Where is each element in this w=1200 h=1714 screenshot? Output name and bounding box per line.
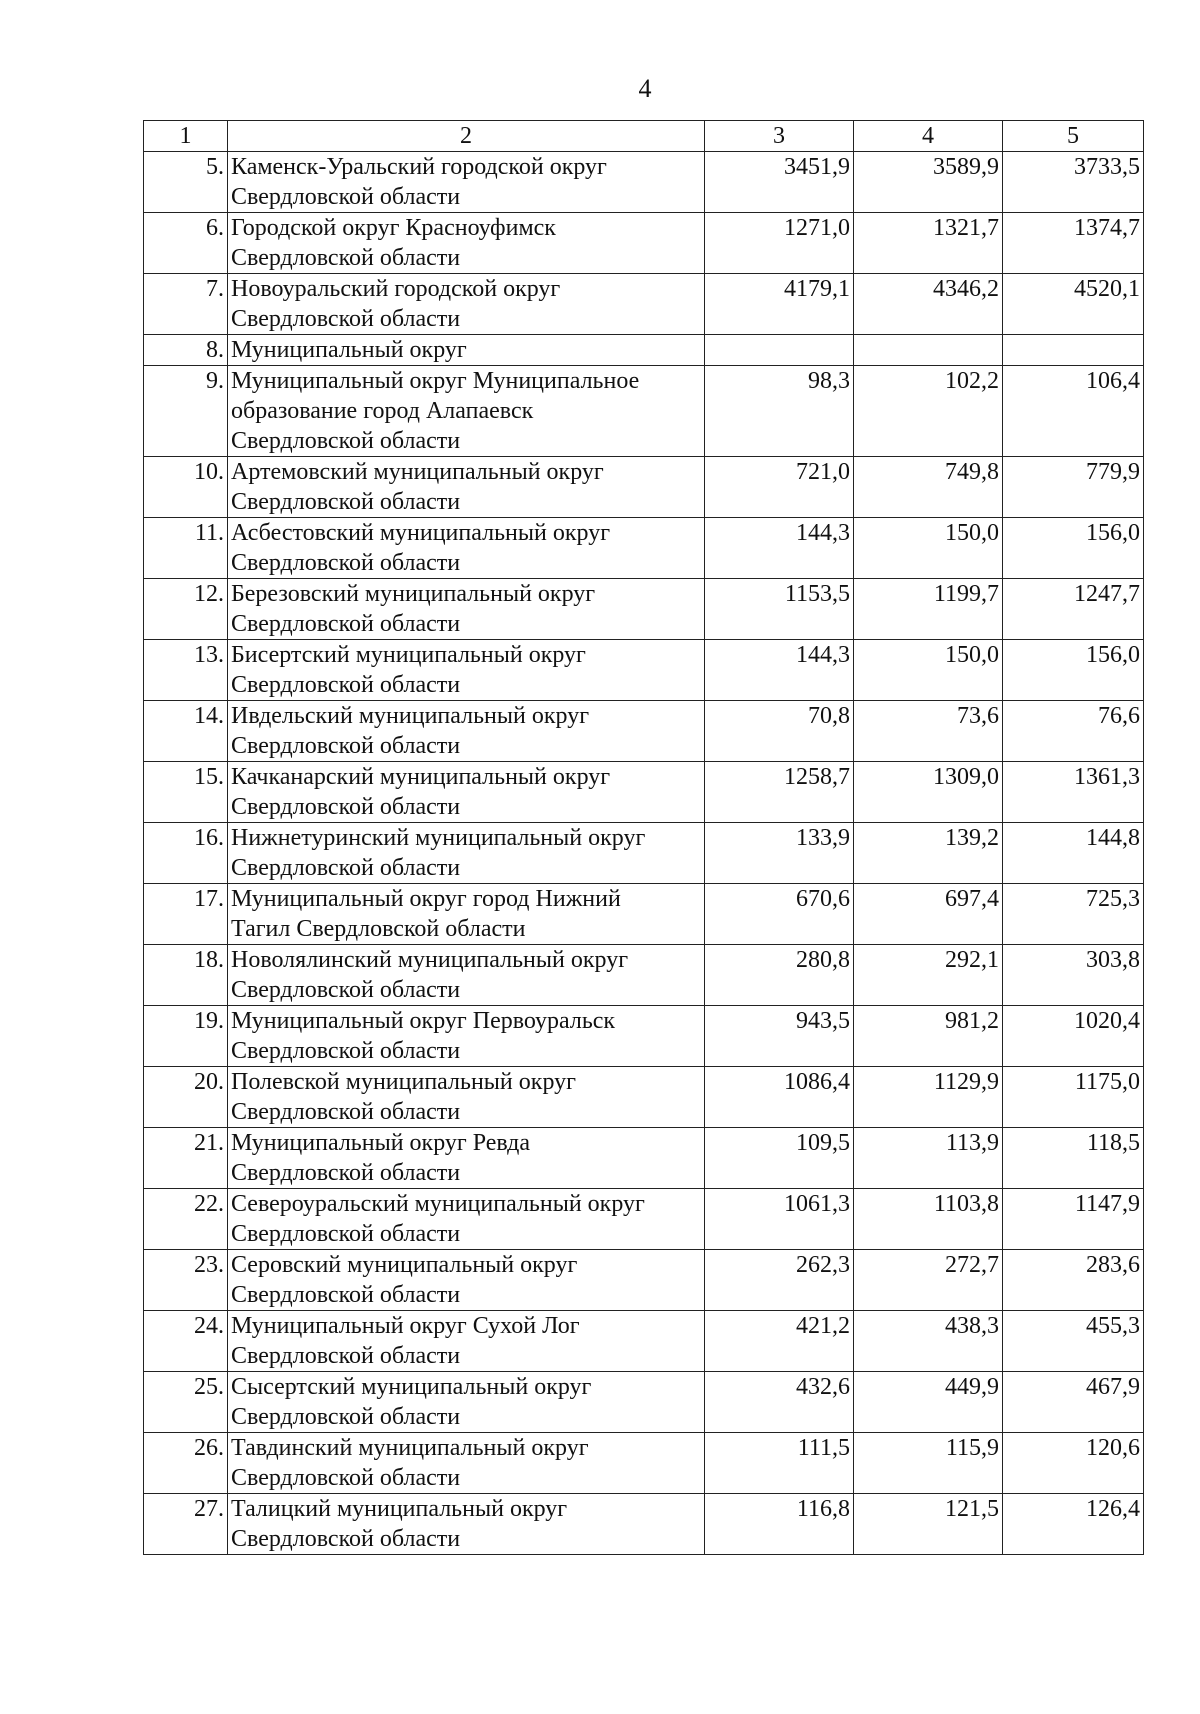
- value-col4-cell: 438,3: [854, 1311, 1003, 1372]
- value-col3-cell: 4179,1: [705, 274, 854, 335]
- value-col3-cell: 111,5: [705, 1433, 854, 1494]
- row-number-cell: 25.: [144, 1372, 228, 1433]
- value-col3-cell: 721,0: [705, 457, 854, 518]
- value-col3-cell: 144,3: [705, 518, 854, 579]
- value-col4-cell: 121,5: [854, 1494, 1003, 1555]
- value-col4-cell: 113,9: [854, 1128, 1003, 1189]
- row-number-cell: 22.: [144, 1189, 228, 1250]
- table-row: [144, 701, 1144, 762]
- value-col3-cell: 133,9: [705, 823, 854, 884]
- municipality-name-cell: [228, 1067, 705, 1128]
- municipality-name-cell: [228, 1433, 705, 1494]
- value-col4-cell: 73,6: [854, 701, 1003, 762]
- municipality-name-line: Нижнетуринский муниципальный округ: [231, 825, 646, 851]
- table-row: [144, 1311, 1144, 1372]
- municipality-name-cell: [228, 152, 705, 213]
- table-row: [144, 762, 1144, 823]
- municipality-name-cell: [228, 366, 705, 457]
- table-row: [144, 1494, 1144, 1555]
- municipality-name-line: Свердловской области: [231, 184, 461, 210]
- table-row: [144, 1372, 1144, 1433]
- table-row: [144, 579, 1144, 640]
- row-number-cell: 23.: [144, 1250, 228, 1311]
- row-number-cell: 26.: [144, 1433, 228, 1494]
- municipality-name-cell: [228, 1311, 705, 1372]
- value-col4-cell: 1309,0: [854, 762, 1003, 823]
- row-number-cell: 27.: [144, 1494, 228, 1555]
- municipality-name-cell: [228, 762, 705, 823]
- value-col4-cell: 4346,2: [854, 274, 1003, 335]
- municipality-name-line: Муниципальный округ город Нижний: [231, 886, 621, 912]
- table-row: [144, 1128, 1144, 1189]
- table-row: [144, 366, 1144, 457]
- municipality-name-line: Свердловской области: [231, 977, 461, 1003]
- municipality-name-cell: [228, 823, 705, 884]
- value-col3-cell: 670,6: [705, 884, 854, 945]
- header-cell-4: 4: [854, 121, 1003, 152]
- page-number: 4: [638, 74, 652, 103]
- row-number-cell: 21.: [144, 1128, 228, 1189]
- value-col3-cell: 1061,3: [705, 1189, 854, 1250]
- value-col4-cell: [854, 335, 1003, 366]
- value-col4-cell: 1199,7: [854, 579, 1003, 640]
- row-number-cell: 19.: [144, 1006, 228, 1067]
- municipality-name-line: Муниципальный округ Муниципальное: [231, 368, 640, 394]
- municipality-name-cell: [228, 1250, 705, 1311]
- value-col5-cell: 76,6: [1003, 701, 1144, 762]
- municipality-name-line: Свердловской области: [231, 1526, 461, 1552]
- value-col5-cell: 467,9: [1003, 1372, 1144, 1433]
- value-col3-cell: 1271,0: [705, 213, 854, 274]
- municipality-name-line: Свердловской области: [231, 1160, 461, 1186]
- value-col5-cell: 144,8: [1003, 823, 1144, 884]
- table-row: [144, 1250, 1144, 1311]
- municipality-name-line: Свердловской области: [231, 1282, 461, 1308]
- value-col5-cell: 1175,0: [1003, 1067, 1144, 1128]
- value-col4-cell: 3589,9: [854, 152, 1003, 213]
- municipality-name-cell: [228, 1006, 705, 1067]
- value-col4-cell: 115,9: [854, 1433, 1003, 1494]
- header-cell-3: 3: [705, 121, 854, 152]
- municipality-name-line: Свердловской области: [231, 428, 461, 454]
- value-col4-cell: 292,1: [854, 945, 1003, 1006]
- value-col5-cell: 1020,4: [1003, 1006, 1144, 1067]
- municipality-name-line: Тавдинский муниципальный округ: [231, 1435, 589, 1461]
- municipality-name-line: Свердловской области: [231, 1221, 461, 1247]
- table-row: [144, 213, 1144, 274]
- municipality-name-cell: [228, 335, 705, 366]
- value-col3-cell: 1153,5: [705, 579, 854, 640]
- municipality-name-cell: [228, 1494, 705, 1555]
- value-col4-cell: 102,2: [854, 366, 1003, 457]
- value-col5-cell: 455,3: [1003, 1311, 1144, 1372]
- municipality-name-cell: [228, 1372, 705, 1433]
- row-number-cell: 10.: [144, 457, 228, 518]
- value-col3-cell: 1086,4: [705, 1067, 854, 1128]
- municipality-name-cell: [228, 213, 705, 274]
- municipality-name-line: Асбестовский муниципальный округ: [231, 520, 611, 546]
- municipality-name-line: Свердловской области: [231, 489, 461, 515]
- row-number-cell: 20.: [144, 1067, 228, 1128]
- row-number-cell: 7.: [144, 274, 228, 335]
- value-col5-cell: 156,0: [1003, 640, 1144, 701]
- municipality-name-line: Свердловской области: [231, 1465, 461, 1491]
- municipality-name-cell: [228, 1128, 705, 1189]
- municipality-name-cell: [228, 1189, 705, 1250]
- value-col5-cell: 1247,7: [1003, 579, 1144, 640]
- value-col3-cell: 421,2: [705, 1311, 854, 1372]
- municipality-name-line: Березовский муниципальный округ: [231, 581, 596, 607]
- municipality-name-line: Свердловской области: [231, 733, 461, 759]
- row-number-cell: 16.: [144, 823, 228, 884]
- value-col3-cell: 70,8: [705, 701, 854, 762]
- value-col4-cell: 1129,9: [854, 1067, 1003, 1128]
- row-number-cell: 11.: [144, 518, 228, 579]
- table-row: [144, 945, 1144, 1006]
- municipality-name-cell: [228, 518, 705, 579]
- value-col4-cell: 749,8: [854, 457, 1003, 518]
- table-row: [144, 640, 1144, 701]
- value-col4-cell: 1103,8: [854, 1189, 1003, 1250]
- value-col4-cell: 1321,7: [854, 213, 1003, 274]
- municipality-name-line: Свердловской области: [231, 1038, 461, 1064]
- municipality-name-line: Ивдельский муниципальный округ: [231, 703, 590, 729]
- municipality-name-line: Тагил Свердловской области: [231, 916, 526, 942]
- municipality-name-line: Новолялинский муниципальный округ: [231, 947, 629, 973]
- value-col4-cell: 981,2: [854, 1006, 1003, 1067]
- municipality-name-line: Свердловской области: [231, 550, 461, 576]
- row-number-cell: 8.: [144, 335, 228, 366]
- municipality-name-line: Свердловской области: [231, 306, 461, 332]
- value-col5-cell: 303,8: [1003, 945, 1144, 1006]
- value-col3-cell: 116,8: [705, 1494, 854, 1555]
- value-col4-cell: 139,2: [854, 823, 1003, 884]
- header-cell-2: 2: [228, 121, 705, 152]
- municipality-name-line: Качканарский муниципальный округ: [231, 764, 611, 790]
- municipality-name-line: Свердловской области: [231, 1099, 461, 1125]
- municipality-name-line: Свердловской области: [231, 855, 461, 881]
- row-number-cell: 14.: [144, 701, 228, 762]
- municipality-name-cell: [228, 884, 705, 945]
- municipality-name-cell: [228, 579, 705, 640]
- value-col3-cell: 144,3: [705, 640, 854, 701]
- table-row: [144, 1067, 1144, 1128]
- value-col4-cell: 150,0: [854, 640, 1003, 701]
- value-col3-cell: 3451,9: [705, 152, 854, 213]
- row-number-cell: 15.: [144, 762, 228, 823]
- value-col5-cell: 126,4: [1003, 1494, 1144, 1555]
- value-col3-cell: 943,5: [705, 1006, 854, 1067]
- value-col5-cell: 779,9: [1003, 457, 1144, 518]
- value-col5-cell: 120,6: [1003, 1433, 1144, 1494]
- value-col3-cell: 109,5: [705, 1128, 854, 1189]
- municipality-name-line: Полевской муниципальный округ: [231, 1069, 576, 1095]
- value-col5-cell: 1147,9: [1003, 1189, 1144, 1250]
- header-cell-1: 1: [144, 121, 228, 152]
- table-row: [144, 274, 1144, 335]
- municipality-name-line: Свердловской области: [231, 245, 461, 271]
- municipality-name-line: Новоуральский городской округ: [231, 276, 561, 302]
- value-col5-cell: 4520,1: [1003, 274, 1144, 335]
- municipality-name-cell: [228, 701, 705, 762]
- data-table: [143, 120, 1144, 1555]
- municipality-name-line: образование город Алапаевск: [231, 398, 534, 424]
- value-col5-cell: [1003, 335, 1144, 366]
- row-number-cell: 5.: [144, 152, 228, 213]
- table-body: [144, 121, 1144, 1555]
- row-number-cell: 17.: [144, 884, 228, 945]
- row-number-cell: 6.: [144, 213, 228, 274]
- municipality-name-line: Муниципальный округ Сухой Лог: [231, 1313, 580, 1339]
- value-col5-cell: 725,3: [1003, 884, 1144, 945]
- value-col5-cell: 3733,5: [1003, 152, 1144, 213]
- table-row: [144, 884, 1144, 945]
- municipality-name-line: Свердловской области: [231, 672, 461, 698]
- table-row: [144, 1006, 1144, 1067]
- municipality-name-cell: [228, 640, 705, 701]
- table-row: [144, 1189, 1144, 1250]
- table-row: [144, 518, 1144, 579]
- value-col4-cell: 697,4: [854, 884, 1003, 945]
- value-col3-cell: [705, 335, 854, 366]
- value-col3-cell: 1258,7: [705, 762, 854, 823]
- municipality-name-line: Артемовский муниципальный округ: [231, 459, 604, 485]
- municipality-name-line: Свердловской области: [231, 1343, 461, 1369]
- municipality-name-cell: [228, 457, 705, 518]
- municipality-name-cell: [228, 945, 705, 1006]
- value-col5-cell: 156,0: [1003, 518, 1144, 579]
- municipality-name-line: Свердловской области: [231, 794, 461, 820]
- row-number-cell: 12.: [144, 579, 228, 640]
- municipality-name-line: Городской округ Красноуфимск: [231, 215, 556, 241]
- table-header-row: [144, 121, 1144, 152]
- municipality-name-line: Свердловской области: [231, 611, 461, 637]
- value-col5-cell: 118,5: [1003, 1128, 1144, 1189]
- municipality-name-line: Муниципальный округ Первоуральск: [231, 1008, 616, 1034]
- municipality-name-line: Муниципальный округ Ревда: [231, 1130, 531, 1156]
- table-row: [144, 152, 1144, 213]
- value-col5-cell: 283,6: [1003, 1250, 1144, 1311]
- value-col4-cell: 150,0: [854, 518, 1003, 579]
- value-col5-cell: 106,4: [1003, 366, 1144, 457]
- value-col4-cell: 272,7: [854, 1250, 1003, 1311]
- value-col5-cell: 1374,7: [1003, 213, 1144, 274]
- municipality-name-line: Серовский муниципальный округ: [231, 1252, 578, 1278]
- table-row: [144, 457, 1144, 518]
- value-col4-cell: 449,9: [854, 1372, 1003, 1433]
- value-col5-cell: 1361,3: [1003, 762, 1144, 823]
- header-cell-5: 5: [1003, 121, 1144, 152]
- table-row: [144, 823, 1144, 884]
- municipality-name-cell: [228, 274, 705, 335]
- row-number-cell: 13.: [144, 640, 228, 701]
- value-col3-cell: 280,8: [705, 945, 854, 1006]
- row-number-cell: 9.: [144, 366, 228, 457]
- value-col3-cell: 432,6: [705, 1372, 854, 1433]
- value-col3-cell: 262,3: [705, 1250, 854, 1311]
- municipality-name-line: Каменск-Уральский городской округ: [231, 154, 607, 180]
- table-row: [144, 335, 1144, 366]
- municipality-name-line: Сысертский муниципальный округ: [231, 1374, 592, 1400]
- municipality-name-line: Свердловской области: [231, 1404, 461, 1430]
- row-number-cell: 24.: [144, 1311, 228, 1372]
- municipality-name-line: Бисертский муниципальный округ: [231, 642, 586, 668]
- value-col3-cell: 98,3: [705, 366, 854, 457]
- municipality-name-line: Североуральский муниципальный округ: [231, 1191, 645, 1217]
- row-number-cell: 18.: [144, 945, 228, 1006]
- municipality-name-line: Муниципальный округ: [231, 337, 467, 363]
- table-row: [144, 1433, 1144, 1494]
- municipality-name-line: Талицкий муниципальный округ: [231, 1496, 568, 1522]
